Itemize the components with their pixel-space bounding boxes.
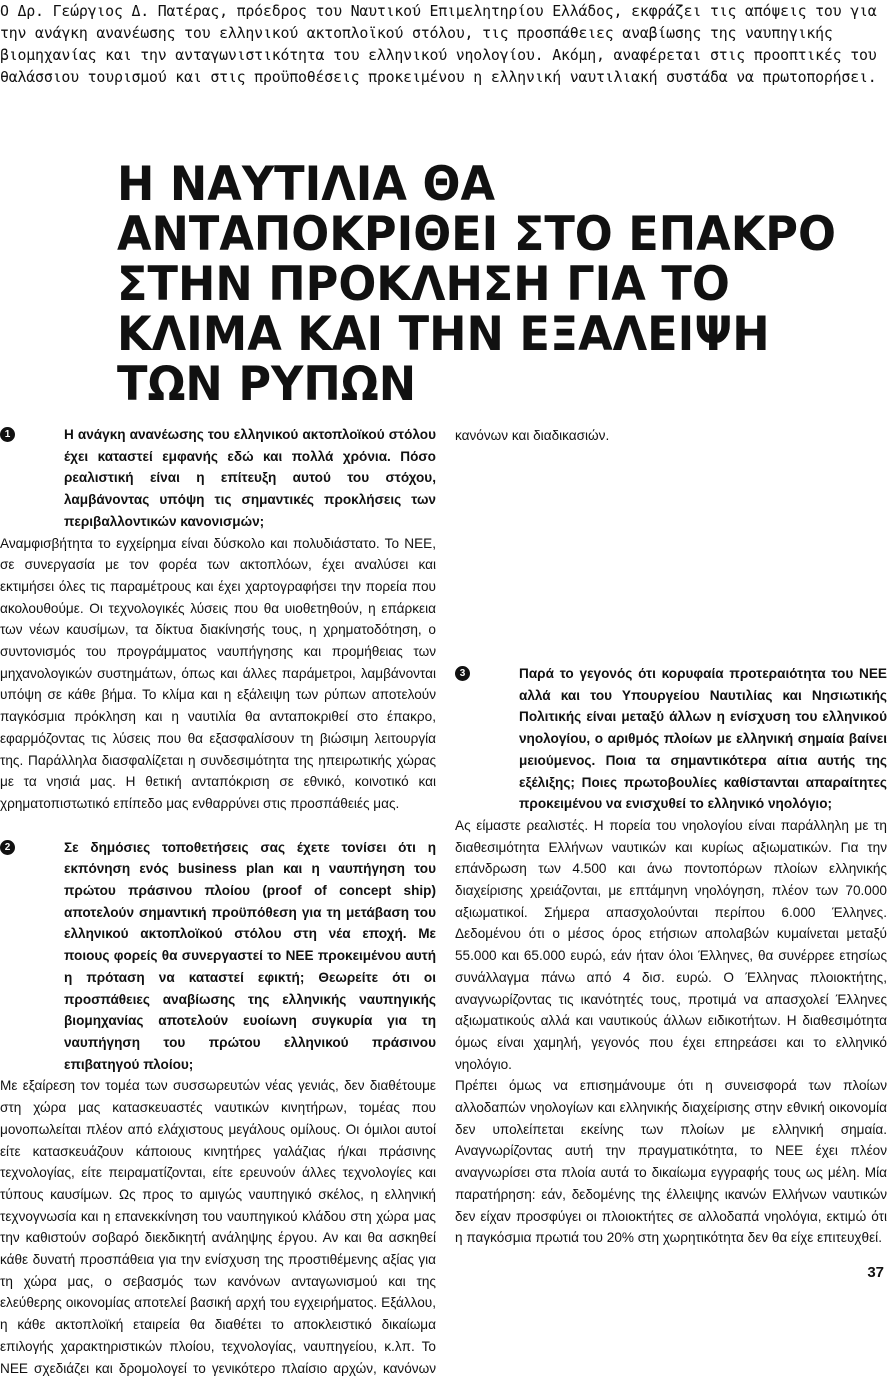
answer-2: Με εξαίρεση τον τομέα των συσσωρευτών νέας γενιάς, δεν διαθέτουμε στη χώρα μας κατασκευαστές ναυτικών κινητήρων, τομέας που μονοπωλείται πλέον από ελάχιστους μεγάλους ομίλους. Οι όμιλοι αυτοί είτε κατασκευάζουν κάποιους κινητήρες γαλάζιας ή/και πράσινης τεχνολογίας, είτε πειραματίζονται, είτε ερευνούν άλλες τεχνολογίες και τύπους καυσίμων. Ως προς το αμιγώς ναυπηγικό σκέλος, η ελληνική τεχνογνωσία και η επανεκκίνηση του ναυπηγικού κλάδου στη χώρα μας την καθιστούν σοβαρό διεκδικητή ανάληψης έργου. Αν και θα ασκηθεί κάθε δυνατή προσπάθεια για την ενίσχυση της προστιθέμενης αξίας για τη χώρα μας, ο σεβασμός των κανόνων ανταγωνισμού και της ελεύθερης οικονομίας αποτελεί βασική αρχή του εγχειρήματος. Εξάλλου, η κάθε ακτοπλοϊκή εταιρεία θα διαθέτει το αποκλειστικό δικαίωμα επιλογής χαρακτηριστικών πλοίου, τεχνολογίας, ναυπηγείου, κ.λπ. Το ΝΕΕ σχεδιάζει και δρομολογεί το γενικότερο πλαίσιο αρχών, κανόνων — [0, 1078, 436, 1376]
question-3-text: Παρά το γεγονός ότι κορυφαία προτεραιότητα του ΝΕΕ αλλά και του Υπουργείου Ναυτιλίας και Νησιωτικής Πολιτικής είναι μεταξύ άλλων η ενίσχυση του ελληνικού νηολογίου, ο αριθμός πλοίων με ελληνική σημαία βαίνει μειούμενος. Ποια τα σημαντικότερα αίτια αυτής της εξέλιξης; Ποιες πρωτοβουλίες καθίστανται απαραίτητες προκειμένου να ενισχυθεί το ελληνικό νηολόγιο; — [519, 666, 887, 812]
question-2-text: Σε δημόσιες τοποθετήσεις σας έχετε τονίσει ότι η εκπόνηση ενός business plan και η ναυπήγηση του πρώτου πράσινου πλοίου (proof of concept ship) αποτελούν σημαντική προϋπόθεση για τη μετάβαση του ελληνικού ακτοπλοϊκού στόλου στη νέα εποχή. Με ποιους φορείς θα συνεργαστεί το ΝΕΕ προκειμένου αυτή η πρόταση να καταστεί εφικτή; Θεωρείτε ότι οι προσπάθειες αναβίωσης της ελληνικής ναυπηγικής βιομηχανίας αποτελούν ευοίωνη συγκυρία για τη ναυπήγηση του πρώτου ελληνικού πράσινου επιβατηγού πλοίου; — [64, 839, 436, 1072]
answer-3-part-2: Πρέπει όμως να επισημάνουμε ότι η συνεισφορά των πλοίων αλλοδαπών νηολογίων και ελληνικής διαχείρισης στην εθνική οικονομία δεν υπολείπεται εκείνης των πλοίων με ελληνική σημαία. Αναγνωρίζοντας αυτή την πραγματικότητα, το ΝΕΕ έχει πλέον αναγνωρίσει στα πλοία αυτά το δικαίωμα εγγραφής τους ως μέλη. Μία παρατήρηση: εάν, δεδομένης της έλλειψης ικανών Ελλήνων ναυτικών δεν είχαν προσφύγει οι πλοιοκτήτες σε αλλοδαπά νηολόγια, εκτιμώ ότι η παγκόσμια πρωτιά του 20% στη χωρητικότητα δεν θα είχε επιτευχθεί. — [455, 1078, 887, 1246]
question-3 — [455, 663, 887, 815]
headline: Η ΝΑΥΤΙΛΙΑ ΘΑ ΑΝΤΑΠΟΚΡΙΘΕΙ ΣΤΟ ΕΠΑΚΡΟ ΣΤΗΝ ΠΡΟΚΛΗΣΗ ΓΙΑ ΤΟ ΚΛΙΜΑ ΚΑΙ ΤΗΝ ΕΞΑΛΕΙΨΗ ΤΩΝ ΡΥΠΩΝ — [117, 157, 836, 412]
left-column — [0, 424, 436, 1378]
question-1 — [0, 424, 436, 533]
question-2 — [0, 837, 436, 1076]
page-number: 37 — [867, 1264, 884, 1281]
intro-paragraph: Ο Δρ. Γεώργιος Δ. Πατέρας, πρόεδρος του Ναυτικού Επιμελητηρίου Ελλάδος, εκφράζει τις απόψεις του για την ανάγκη ανανέωσης του ελληνικού ακτοπλοϊκού στόλου, τις προσπάθειες αναβίωσης της ναυπηγικής βιομηχανίας και την ανταγωνιστικότητα του ελληνικού νηολογίου. Ακόμη, αναφέρεται στις προοπτικές του θαλάσσιου τουρισμού και στις προϋποθέσεις προκειμένου η ελληνική ναυτιλιακή συστάδα να πρωτοπορήσει. — [0, 2, 877, 86]
answer-2-continued-text: κανόνων και διαδικασιών. — [455, 427, 610, 443]
answer-3-part-1: Ας είμαστε ρεαλιστές. Η πορεία του νηολογίου είναι παράλληλη με τη διαθεσιμότητα Ελλήνων ναυτικών και κυρίως αξιωματικών. Για την επάνδρωση των 4.500 και άνω ποντοπόρων πλοίων ελληνικής διαχείρισης χρειάζονται, με επτάμηνη νηολόγηση, πλέον των 70.000 αξιωματικοί. Σήμερα απασχολούνται περίπου 6.000 Έλληνες. Δεδομένου ότι ο μέσος όρος ετήσιων απολαβών κυμαίνεται μεταξύ 55.000 και 65.000 ευρώ, εάν ήταν όλοι Έλληνες, θα συνέρρεε ετησίως συνάλλαγμα πάνω από 4 δισ. ευρώ. Ο Έλληνας πλοιοκτήτης, αναγνωρίζοντας τις ικανότητές τους, προτιμά να απασχολεί Έλληνες αξιωματικούς αλλά και ναυτικούς άλλων ειδικοτήτων. Η διαθεσιμότητα όμως είναι χαμηλή, γεγονός που έχει επηρεάσει και το ελληνικό νηολόγιο. — [455, 817, 887, 1072]
right-column — [455, 424, 887, 1249]
answer-1: Αναμφισβήτητα το εγχείρημα είναι δύσκολο και πολυδιάστατο. Το ΝΕΕ, σε συνεργασία με τον φορέα των ακτοπλόων, έχει αναλύσει και εκτιμήσει όλες τις παραμέτρους και έχει χαρτογραφήσει την πορεία που ακολουθούμε. Οι τεχνολογικές λύσεις που θα υιοθετηθούν, η επάρκεια των νέων καυσίμων, τα δίκτυα διακίνησής τους, η χρηματοδότηση, ο συντονισμός του προγράμματος ναυπήγησης και προμήθειας των μηχανολογικών συστημάτων, όπως και άλλες παράμετροι, λαμβάνονται υπόψη σε κάθε βήμα. Το κλίμα και η εξάλειψη των ρύπων αποτελούν παγκόσμια πρόκληση και η ναυτιλία θα ανταποκριθεί στο έπακρο, εφαρμόζοντας τις λύσεις που θα εξασφαλίσουν τη βιώσιμη λειτουργία της. Παράλληλα διασφαλίζεται η συνδεσιμότητα της ηπειρωτικής χώρας με τα νησιά μας. Η θετική ανταπόκριση σε εθνικό, κοινοτικό και χρηματοπιστωτικό επίπεδο μας ενθαρρύνει στις προσπάθειές μας. — [0, 535, 436, 811]
question-1-text: Η ανάγκη ανανέωσης του ελληνικού ακτοπλοϊκού στόλου έχει καταστεί εμφανής εδώ και πολλά χρόνια. Πόσο ρεαλιστική είναι η επίτευξη αυτού του στόχου, λαμβάνοντας υπόψη τις σημαντικές προκλήσεις των περιβαλλοντικών κανονισμών; — [64, 427, 436, 529]
question-number-badge: 3 — [455, 666, 470, 681]
question-number-badge: 2 — [0, 840, 15, 855]
answer-2-continued — [455, 424, 887, 641]
question-number-badge: 1 — [0, 427, 15, 442]
